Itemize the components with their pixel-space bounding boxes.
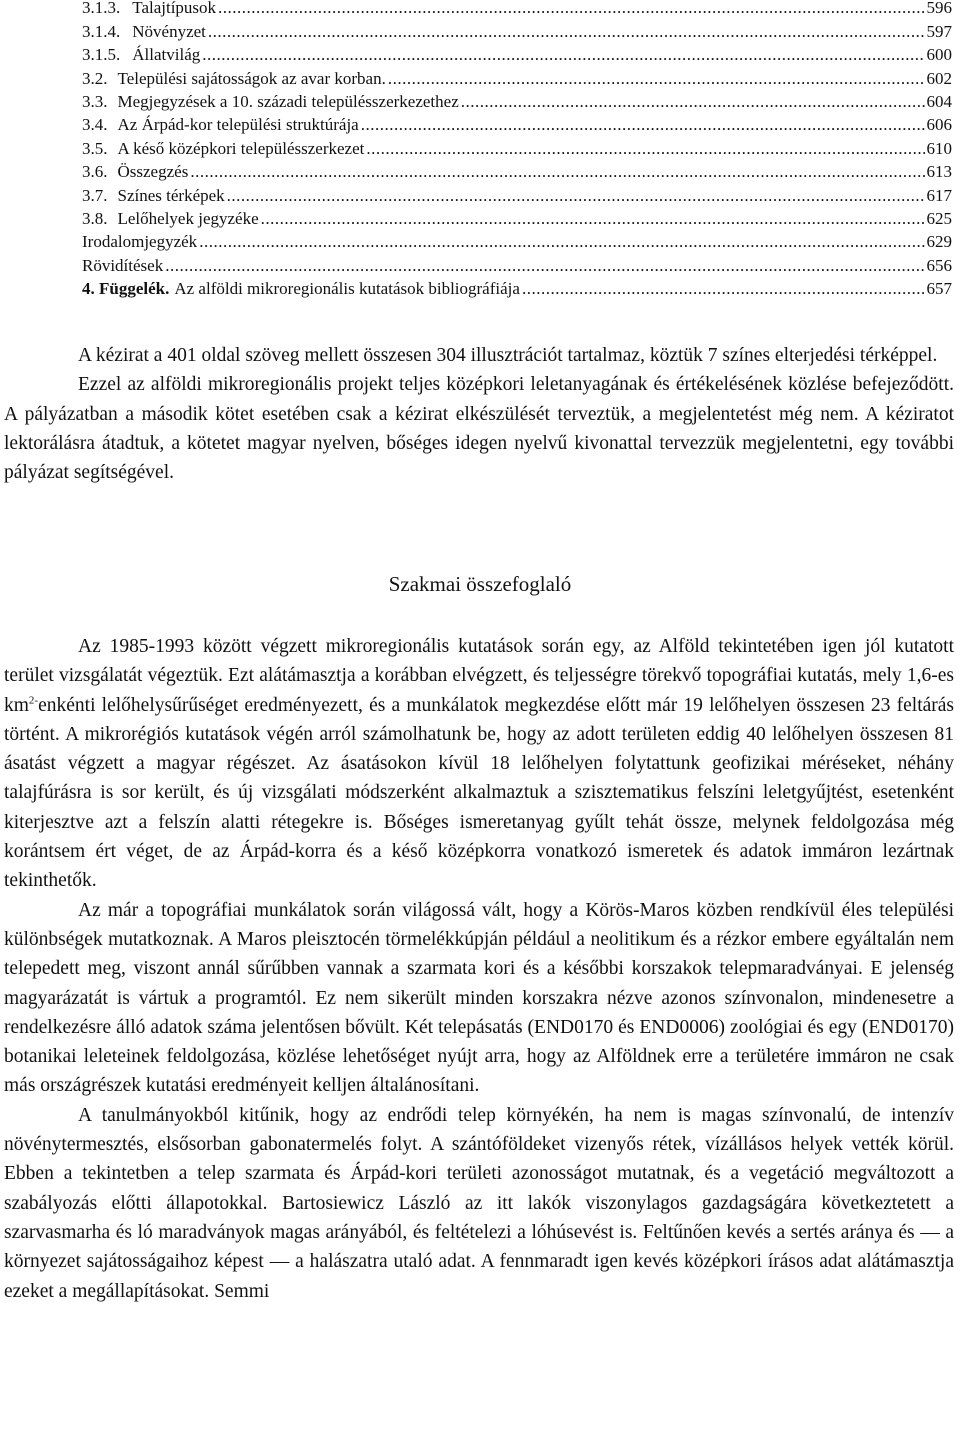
toc-entry-page: 606 — [926, 115, 952, 134]
toc-entry[interactable] — [0, 113, 952, 136]
toc-entry-page: 602 — [926, 69, 952, 88]
toc-dot-leader — [208, 20, 925, 43]
intro-text — [4, 341, 954, 487]
toc-entry-page: 613 — [926, 162, 952, 181]
toc-entry-number: 3.8. — [82, 209, 108, 228]
toc-entry[interactable] — [0, 207, 952, 230]
toc-entry-number: 3.1.4. — [82, 22, 121, 41]
toc-entry-page: 617 — [926, 186, 952, 205]
summary-paragraph — [4, 632, 954, 896]
summary-paragraph: Az már a topográfiai munkálatok során világossá vált, hogy a Körös-Maros közben rendkívül éles települési különbségek mutatkoznak. A Maros pleisztocén törmelékkúpján például a neolitikum és a rézkor embere egyáltalán nem telepedett meg, viszont annál sűrűbben vannak a szarmata kori és a későbbi korszakok telepmaradványai. E jelenség magyarázatát is vártuk a programtól. Ez nem sikerült minden korszakra nézve azonos színvonalon, mindenesetre a rendelkezésre álló adatok száma jelentősen bővült. Két telepásatás (END0170 és END0006) zoológiai és egy (END0170) botanikai leleteinek feldolgozása, közlése lehetőséget nyújt arra, hogy az Alföldnek erre a területére immáron ne csak más országrészek kutatási eredményeit kelljen általánosítani. — [4, 899, 954, 1097]
summary-paragraph: A tanulmányokból kitűnik, hogy az endrődi telep környékén, ha nem is magas színvonalú, de intenzív növénytermesztés, elsősorban gabonatermelés folyt. A szántóföldeket vizenyős rétek, vízállásos helyek vették körül. Ebben a tekintetben a telep szarmata és Árpád-kori területi azonosságot mutatnak, és a vegetáció megváltozott a szabályozás előtti állapotokkal. Bartosiewicz László az itt lakók viszonylagos gazdagságára következtetett a szarvasmarha és ló maradványok magas arányából, és feltételezi a lóhúsevést is. Feltűnően kevés a sertés aránya és — a környezet sajátosságaihoz képest — a halászatra utaló adat. A fennmaradt igen kevés középkori írásos adat alátámasztja ezeket a megállapításokat. Semmi — [4, 1104, 954, 1302]
toc-entry-number: 3.3. — [82, 92, 108, 111]
toc-entry-number: 3.1.3. — [82, 0, 121, 17]
toc-entry-page: 604 — [926, 92, 952, 111]
toc-entry[interactable] — [0, 254, 952, 277]
section-heading: Szakmai összefoglaló — [388, 572, 572, 596]
toc-entry-number: 3.1.5. — [82, 45, 121, 64]
toc-dot-leader — [165, 254, 924, 277]
summary-text-run: enkénti lelőhelysűrűséget eredményezett, és a munkálatok megkezdése előtt már 19 lelőhelyen összesen 23 feltárás történt. A mikrorégiós kutatások végén arról számolhatunk be, hogy az adott területen eddig 40 lelőhelyen összesen 81 ásatást végzett a magyar régészet. Az ásatásokon kívül 18 lelőhelyen folytattunk geofizikai méréseket, néhány talajfúrásra is sor került, és új vizsgálati módszerként alkalmaztuk a szisztematikus felszíni leletgyűjtést, esetenként kiterjesztve azt a felszín alatti rétegekre is. Bőséges ismeretanyag gyűlt tehát össze, melynek feldolgozása még korántsem ért véget, de az Árpád-korra és a késő középkorra vonatkozó ismeretek és adatok immáron lezártnak tekinthetők. — [4, 694, 954, 892]
toc-entry-title: Az Árpád-kor települési struktúrája — [117, 115, 359, 134]
toc-entry[interactable] — [0, 43, 952, 66]
superscript: 2- — [28, 694, 39, 707]
toc-dot-leader — [366, 137, 924, 160]
toc-entry-title: Rövidítések — [82, 256, 164, 275]
toc-entry-number: 4. Függelék. — [82, 279, 170, 298]
toc-entry[interactable] — [0, 137, 952, 160]
toc-entry[interactable] — [0, 184, 952, 207]
toc-entry-page: 597 — [926, 22, 952, 41]
toc-entry-title: Színes térképek — [117, 186, 225, 205]
summary-text — [4, 632, 954, 1306]
toc-entry-title: Lelőhelyek jegyzéke — [117, 209, 259, 228]
toc-dot-leader — [361, 113, 925, 136]
toc-dot-leader — [261, 207, 925, 230]
toc-entry-title: Irodalomjegyzék — [82, 232, 198, 251]
toc-dot-leader — [199, 230, 924, 253]
intro-paragraph: A kézirat a 401 oldal szöveg mellett összesen 304 illusztrációt tartalmaz, köztük 7 színes elterjedési térképpel. — [78, 345, 938, 366]
toc-entry-page: 610 — [926, 139, 952, 158]
toc-entry-number: 3.7. — [82, 186, 108, 205]
toc-entry[interactable] — [0, 277, 952, 300]
toc-entry-title: Növényzet — [132, 22, 206, 41]
toc-dot-leader — [202, 43, 924, 66]
toc-entry[interactable] — [0, 230, 952, 253]
toc-dot-leader — [522, 277, 925, 300]
toc-entry-title: Összegzés — [117, 162, 189, 181]
toc-entry-title: Megjegyzések a 10. századi településszerkezethez — [117, 92, 459, 111]
toc-entry-page: 596 — [926, 0, 952, 17]
summary-text-run: Az 1985-1993 között végzett mikroregionális kutatások során egy, az Alföld tekintetében igen jól kutatott terület vizsgálatát végeztük. Ezt alátámasztja a korábban elvégzett, és teljességre törekvő topográfiai kutatás, mely 1,6-es km — [4, 636, 954, 716]
intro-paragraph: Ezzel az alföldi mikroregionális projekt teljes középkori leletanyagának és értékelésének közlése befejeződött. A pályázatban a második kötet esetében csak a kézirat elkészülését terveztük, a megjelentetést még nem. A kéziratot lektorálásra átadtuk, a kötetet magyar nyelven, bőséges idegen nyelvű kivonattal tervezzük megjelentetni, egy további pályázat segítségével. — [4, 374, 954, 484]
toc-entry-page: 657 — [926, 279, 952, 298]
toc-dot-leader — [218, 0, 924, 19]
toc-entry-title: A késő középkori településszerkezet — [117, 139, 365, 158]
toc-dot-leader — [190, 160, 924, 183]
toc-entry-number: 3.4. — [82, 115, 108, 134]
toc-entry-number: 3.5. — [82, 139, 108, 158]
toc-entry-page: 656 — [926, 256, 952, 275]
toc-entry[interactable] — [0, 160, 952, 183]
toc-entry-page: 600 — [926, 45, 952, 64]
toc-dot-leader — [227, 184, 925, 207]
toc-dot-leader — [388, 67, 925, 90]
toc-entry[interactable] — [0, 20, 952, 43]
toc-dot-leader — [461, 90, 925, 113]
toc-entry-number: 3.2. — [82, 69, 108, 88]
toc-entry-title: Települési sajátosságok az avar korban. — [117, 69, 386, 88]
toc-entry[interactable] — [0, 0, 952, 19]
toc-entry-number: 3.6. — [82, 162, 108, 181]
toc-entry-page: 629 — [926, 232, 952, 251]
toc-entry[interactable] — [0, 67, 952, 90]
toc-entry-title: Állatvilág — [132, 45, 201, 64]
toc-entry-title: Az alföldi mikroregionális kutatások bibliográfiája — [174, 279, 520, 298]
toc-entry[interactable] — [0, 90, 952, 113]
toc-entry-page: 625 — [926, 209, 952, 228]
toc-entry-title: Talajtípusok — [132, 0, 217, 17]
